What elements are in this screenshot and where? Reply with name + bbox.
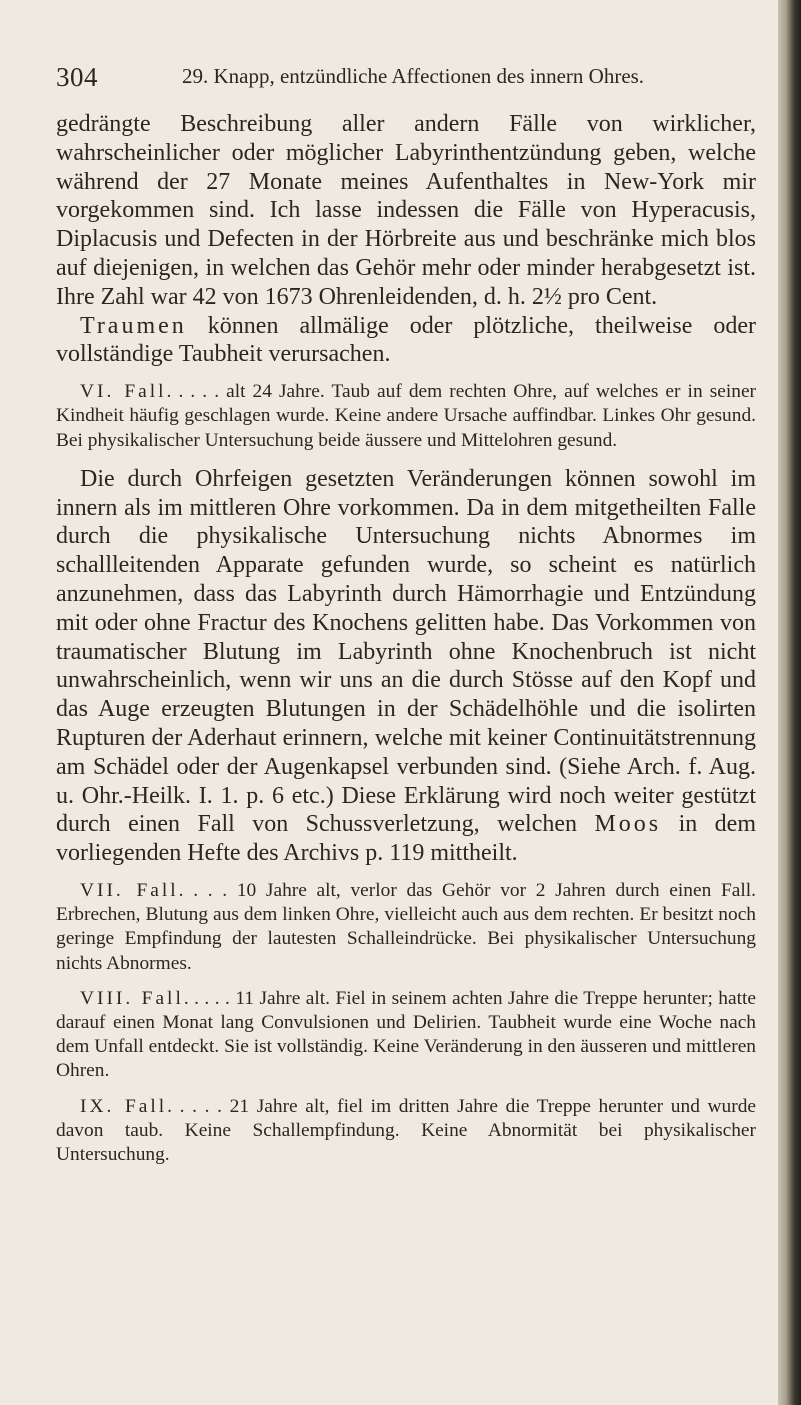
page-binding-edge [778,0,801,1405]
author-name: Moos [594,811,662,838]
case-report-7 [56,879,756,976]
page-number: 304 [56,62,98,92]
paragraph-traumen [56,312,756,370]
case-text: . . . . . 21 Jahre alt, fiel im dritten Jahre die Treppe herunter und wurde davon taub. Keine Schallempfindung. Keine Abnormität bei physikalischer Untersuchung. [56,1095,757,1165]
paragraph-discussion [56,465,756,868]
case-report-6 [56,380,756,453]
case-text: . . . . . 11 Jahre alt. Fiel in seinem achten Jahre die Treppe herunter; hatte darauf einen Monat lang Convulsionen und Delirien. Taubheit wurde eine Woche nach dem Unfall entdeckt. Sie ist vollständig. Keine Veränderung in den äusseren und mittleren Ohren. [56,987,756,1082]
case-report-9 [56,1095,756,1168]
case-text: . . . . . alt 24 Jahre. Taub auf dem rechten Ohre, auf welches er in seiner Kindheit häufig geschlagen wurde. Keine andere Ursache auffindbar. Linkes Ohr gesund. Bei physikalischer Untersuchung beide äussere und Mittelohren gesund. [56,381,757,451]
paragraph-text: können allmälige oder plötzliche, theilweise oder vollständige Taubheit verursachen. [56,312,756,368]
running-head: 29. Knapp, entzündliche Affectionen des innern Ohres. [182,64,645,88]
body-text [56,110,756,1167]
paragraph-continuation [56,110,756,312]
case-heading: VI. Fall [80,381,167,403]
paragraph-text: gedrängte Beschreibung aller andern Fälle von wirklicher, wahrscheinlicher oder möglicher Labyrinthentzündung geben, welche während der 27 Monate meines Aufenthaltes in New-York mir vorgekommen sind. Ich lasse indessen die Fälle von Hyperacusis, Diplacusis und Defecten in der Hörbreite aus und beschränke mich blos auf diejenigen, in welchen das Gehör mehr oder minder herabgesetzt ist. Ihre Zahl war 42 von 1673 Ohrenleidenden, d. h. 2½ pro Cent. [56,111,756,310]
case-heading: VII. Fall [80,879,179,901]
case-text: . . . . 10 Jahre alt, verlor das Gehör vor 2 Jahren durch einen Fall. Erbrechen, Blutung aus dem linken Ohre, vielleicht auch aus dem rechten. Er besitzt noch geringe Empfindung der lautesten Schalleindrücke. Bei physikalischer Untersuchung nichts Abnormes. [56,879,757,974]
case-heading: VIII. Fall [80,987,184,1009]
page-header [56,62,746,102]
case-heading: IX. Fall [80,1095,168,1117]
paragraph-text: in dem vorliegenden Hefte des Archivs p. 119 mittheilt. [56,811,756,867]
paragraph-text: Die durch Ohrfeigen gesetzten Veränderungen können sowohl im innern als im mittleren Ohre vorkommen. Da in dem mitgetheilten Falle durch die physikalische Untersuchung nichts Abnormes im schallleitenden Apparate gefunden wurde, so scheint es natürlich anzunehmen, dass das Labyrinth durch Hämorrhagie und Entzündung mit oder ohne Fractur des Knochens gelitten habe. Das Vorkommen von traumatischer Blutung im Labyrinth ohne Knochenbruch ist nicht unwahrscheinlich, wenn wir uns an die durch Stösse auf den Kopf und das Auge erzeugten Blutungen in der Schädelhöhle und die isolirten Rupturen der Aderhaut erinnern, welche mit keiner Continuitätstrennung am Schädel oder der Augenkapsel verbunden sind. (Siehe Arch. f. Aug. u. Ohr.-Heilk. I. 1. p. 6 etc.) Diese Erklärung wird noch weiter gestützt durch einen Fall von Schussverletzung, welchen [56,465,756,838]
case-report-8 [56,987,756,1084]
emphasis-term: Traumen [80,312,187,339]
